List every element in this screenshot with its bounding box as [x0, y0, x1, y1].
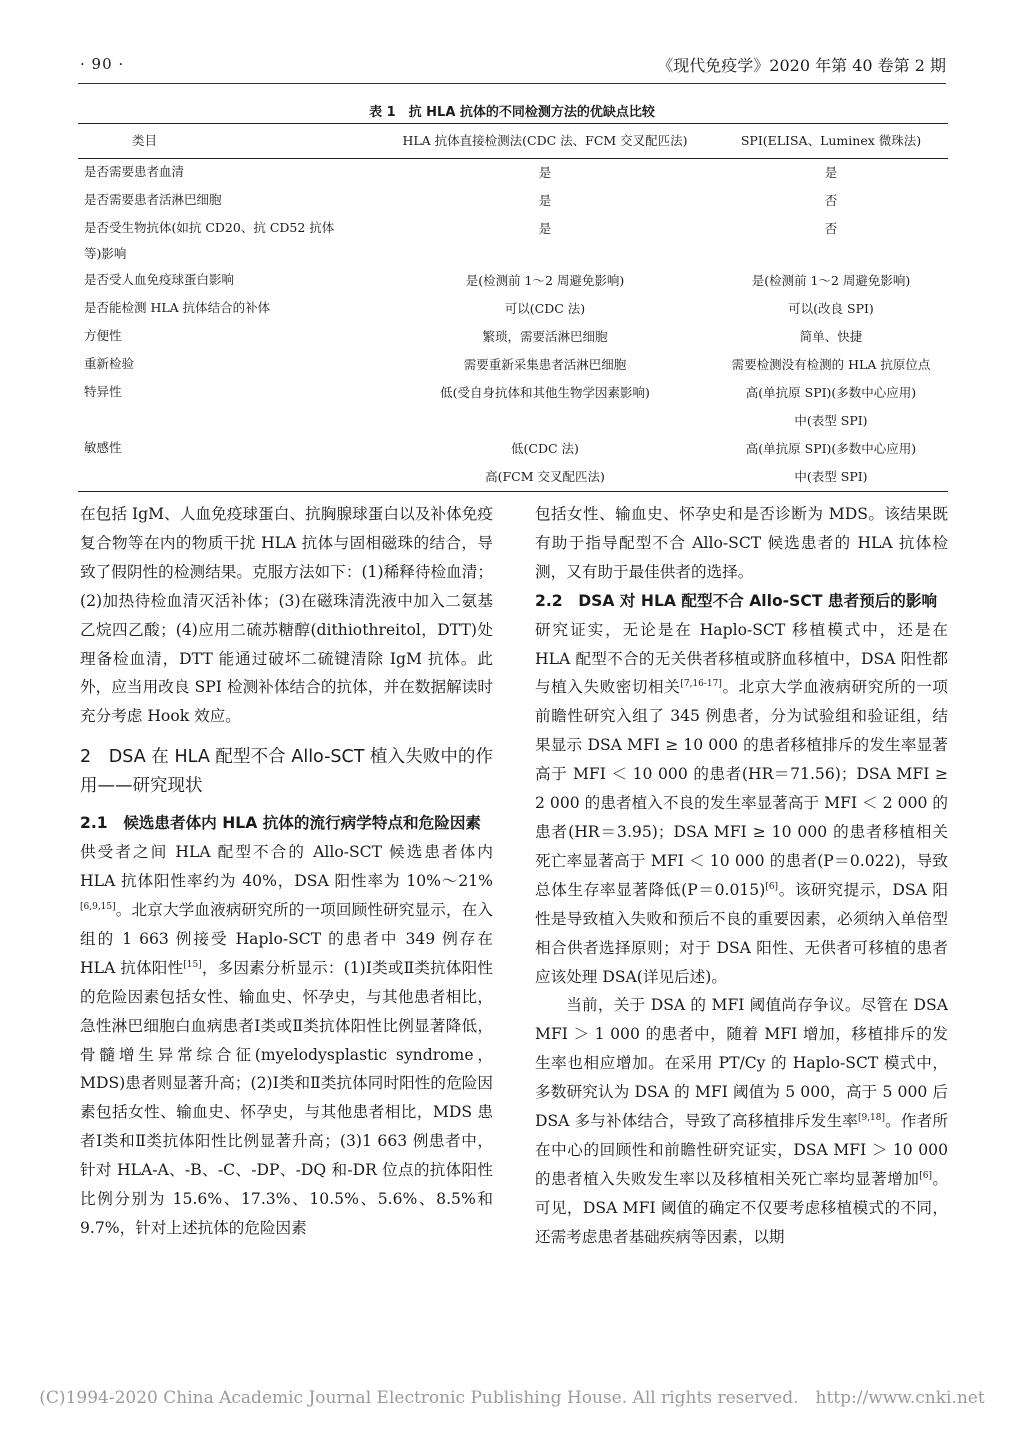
table-header-cell: HLA 抗体直接检测法(CDC 法、FCM 交叉配匹法): [402, 133, 688, 148]
copyright-footer: (C)1994-2020 China Academic Journal Electronic Publishing House. All rights reserved. http://www.cnki.net: [39, 1388, 985, 1408]
table-cell: [376, 407, 714, 435]
body-text: 。可见，DSA MFI 阈值的确定不仅要考虑移植模式的不同，还需考虑患者基础疾病等因素，以期: [535, 1169, 948, 1246]
table-cell: [78, 463, 376, 492]
journal-title: 《现代免疫学》2020 年第 40 卷第 2 期: [657, 56, 946, 75]
table-header-cell: 类目: [132, 133, 158, 148]
table-cell: 低(受自身抗体和其他生物学因素影响): [440, 385, 650, 400]
table-row: [78, 379, 948, 407]
table-cell: 是(检测前 1～2 周避免影响): [751, 273, 911, 288]
body-text: 当前，关于 DSA 的 MFI 阈值尚存争议。尽管在 DSA MFI ＞ 1 000 的患者中，随着 MFI 增加，移植排斥的发生率也相应增加。在采用 PT/Cy 的 Haplo-SCT 模式中，多数研究认为 DSA 的 MFI 阈值为 5 000，高于 5 000 后 DSA 多与补体结合，导致了高移植排斥发生率: [535, 996, 948, 1131]
table-cell: 是否需要患者活淋巴细胞: [84, 192, 222, 207]
citation-ref: [7,16-17]: [680, 679, 722, 690]
comparison-table: [78, 123, 948, 492]
body-paragraph: 包括女性、输血史、怀孕史和是否诊断为 MDS。该结果既有助于指导配型不合 Allo-SCT 候选患者的 HLA 抗体检测，又有助于最佳供者的选择。: [535, 505, 948, 581]
table-cell: 方便性: [84, 328, 122, 343]
table-row: [78, 435, 948, 463]
table-row: [78, 295, 948, 323]
table-cell: 是: [538, 193, 552, 208]
body-text: ，多因素分析显示：(1)Ⅰ类或Ⅱ类抗体阳性的危险因素包括女性、输血史、怀孕史，与其他患者相比，急性淋巴细胞白血病患者Ⅰ类或Ⅱ类抗体阳性比例显著降低，骨髓增生异常综合征(myelodysplastic syndrome，MDS)患者则显著升高；(2)Ⅰ类和Ⅱ类抗体同时阳性的危险因素包括女性、输血史、怀孕史，与其他患者相比，MDS 患者Ⅰ类和Ⅱ类抗体阳性比例显著升高；(3)1 663 例患者中，针对 HLA-A、-B、-C、-DP、-DQ 和-DR 位点的抗体阳性比例分别为 15.6%、17.3%、10.5%、5.6%、8.5%和 9.7%，针对上述抗体的危险因素: [80, 958, 493, 1237]
right-column: [535, 500, 953, 1252]
body-paragraph: [80, 809, 497, 1243]
body-text: 。作者所在中心的回顾性和前瞻性研究证实，DSA MFI ＞ 10 000 的患者植入失败发生率以及移植相关死亡率均显著增加: [535, 1112, 948, 1188]
table-header-row: [78, 124, 948, 159]
table-cell: 是否受人血免疫球蛋白影响: [84, 272, 235, 287]
table-cell: 是(检测前 1～2 周避免影响): [465, 273, 625, 288]
table-cell: 否: [824, 193, 838, 208]
body-text: 供受者之间 HLA 配型不合的 Allo-SCT 候选患者体内 HLA 抗体阳性率约为 40%，DSA 阳性率为 10%～21%: [80, 814, 497, 891]
table-cell: 中(表型 SPI): [794, 469, 868, 484]
table-cell: 是: [538, 221, 552, 236]
table-cell: 低(CDC 法): [511, 441, 579, 456]
citation-ref: [9,18]: [857, 1112, 886, 1123]
table-cell: 高(单抗原 SPI)(多数中心应用): [745, 441, 917, 456]
table-row: [78, 159, 948, 188]
table-cell: 敏感性: [84, 440, 122, 455]
table-row: [78, 187, 948, 215]
table-cell: 繁琐，需要活淋巴细胞: [482, 329, 608, 344]
table-cell: 重新检验: [84, 356, 135, 371]
table-caption: 表 1 抗 HLA 抗体的不同检测方法的优缺点比较: [369, 105, 655, 120]
citation-ref: [6]: [919, 1170, 932, 1181]
citation-ref: [6,9,15]: [80, 901, 116, 912]
body-text: 。北京大学血液病研究所的一项回顾性研究显示，在入组的 1 663 例接受 Haplo-SCT 的患者中 349 例存在 HLA 抗体阳性: [80, 900, 493, 977]
body-text: 。北京大学血液病研究所的一项前瞻性研究入组了 345 例患者，分为试验组和验证组，结果显示 DSA MFI ≥ 10 000 的患者移植排斥的发生率显著高于 MFI ＜ 10 000 的患者(HR＝71.56)；DSA MFI ≥ 2 000 的患者植入不良的发生率显著高于 MFI ＜ 2 000 的患者(HR＝3.95)；DSA MFI ≥ 10 000 的患者移植相关死亡率显著高于 MFI ＜ 10 000 的患者(P＝0.022)，导致总体生存率显著降低(P＝0.015): [535, 678, 948, 899]
subsection-heading: 2.2 DSA 对 HLA 配型不合 Allo-SCT 患者预后的影响: [535, 591, 938, 610]
table-row: [78, 323, 948, 351]
table-cell: 中(表型 SPI): [794, 413, 868, 428]
table-cell: 是: [824, 165, 838, 180]
table-cell: 简单、快捷: [799, 329, 863, 344]
table-cell: 可以(改良 SPI): [788, 301, 874, 316]
citation-ref: [15]: [183, 959, 202, 970]
section-heading: 2 DSA 在 HLA 配型不合 Allo-SCT 植入失败中的作用——研究现状: [80, 747, 493, 797]
table-header-cell: SPI(ELISA、Luminex 微珠法): [740, 133, 922, 148]
table-cell: 是否能检测 HLA 抗体结合的补体: [84, 300, 271, 315]
table-row: [78, 215, 948, 267]
table-row: [78, 267, 948, 295]
table-cell: 是否受生物抗体(如抗 CD20、抗 CD52 抗体等)影响: [84, 220, 335, 261]
page-number: · 90 ·: [80, 55, 125, 73]
table-row: [78, 351, 948, 379]
body-text: 。该研究提示，DSA 阳性是导致植入失败和预后不良的重要因素，必须纳入单倍型相合供者选择原则；对于 DSA 阳性、无供者可移植的患者应该处理 DSA(详见后述)。: [535, 880, 948, 986]
body-paragraph: [535, 991, 948, 1251]
subsection-heading: 2.1 候选患者体内 HLA 抗体的流行病学特点和危险因素: [80, 814, 482, 833]
table-row: [78, 463, 948, 492]
header-divider: [78, 83, 946, 84]
table-row: [78, 407, 948, 435]
table-cell: 高(单抗原 SPI)(多数中心应用): [745, 385, 917, 400]
body-paragraph: 在包括 IgM、人血免疫球蛋白、抗胸腺球蛋白以及补体免疫复合物等在内的物质干扰 HLA 抗体与固相磁珠的结合，导致了假阴性的检测结果。克服方法如下：(1)稀释待检血清；(2)加热待检血清灭活补体；(3)在磁珠清洗液中加入二氨基乙烷四乙酸；(4)应用二硫苏糖醇(dithiothreitol，DTT)处理备检血清，DTT 能通过破坏二硫键清除 IgM 抗体。此外，应当用改良 SPI 检测补体结合的抗体，并在数据解读时充分考虑 Hook 效应。: [80, 505, 493, 726]
table-cell: 可以(CDC 法): [504, 301, 586, 316]
citation-ref: [6]: [765, 881, 779, 892]
table-cell: 是否需要患者血清: [84, 164, 185, 179]
table-cell: 是: [538, 165, 552, 180]
table-cell: 需要重新采集患者活淋巴细胞: [463, 357, 627, 372]
table-cell: 高(FCM 交叉配匹法): [485, 469, 605, 484]
table-cell: 否: [824, 221, 838, 236]
table-cell: 需要检测没有检测的 HLA 抗原位点: [731, 357, 931, 372]
body-text: 研究证实，无论是在 Haplo-SCT 移植模式中，还是在 HLA 配型不合的无关供者移植或脐血移植中，DSA 阳性都与植入失败密切相关: [535, 591, 953, 697]
left-column: [80, 500, 497, 1243]
table-cell: [78, 407, 376, 435]
body-paragraph: [535, 587, 953, 992]
table-cell: 特异性: [84, 384, 122, 399]
